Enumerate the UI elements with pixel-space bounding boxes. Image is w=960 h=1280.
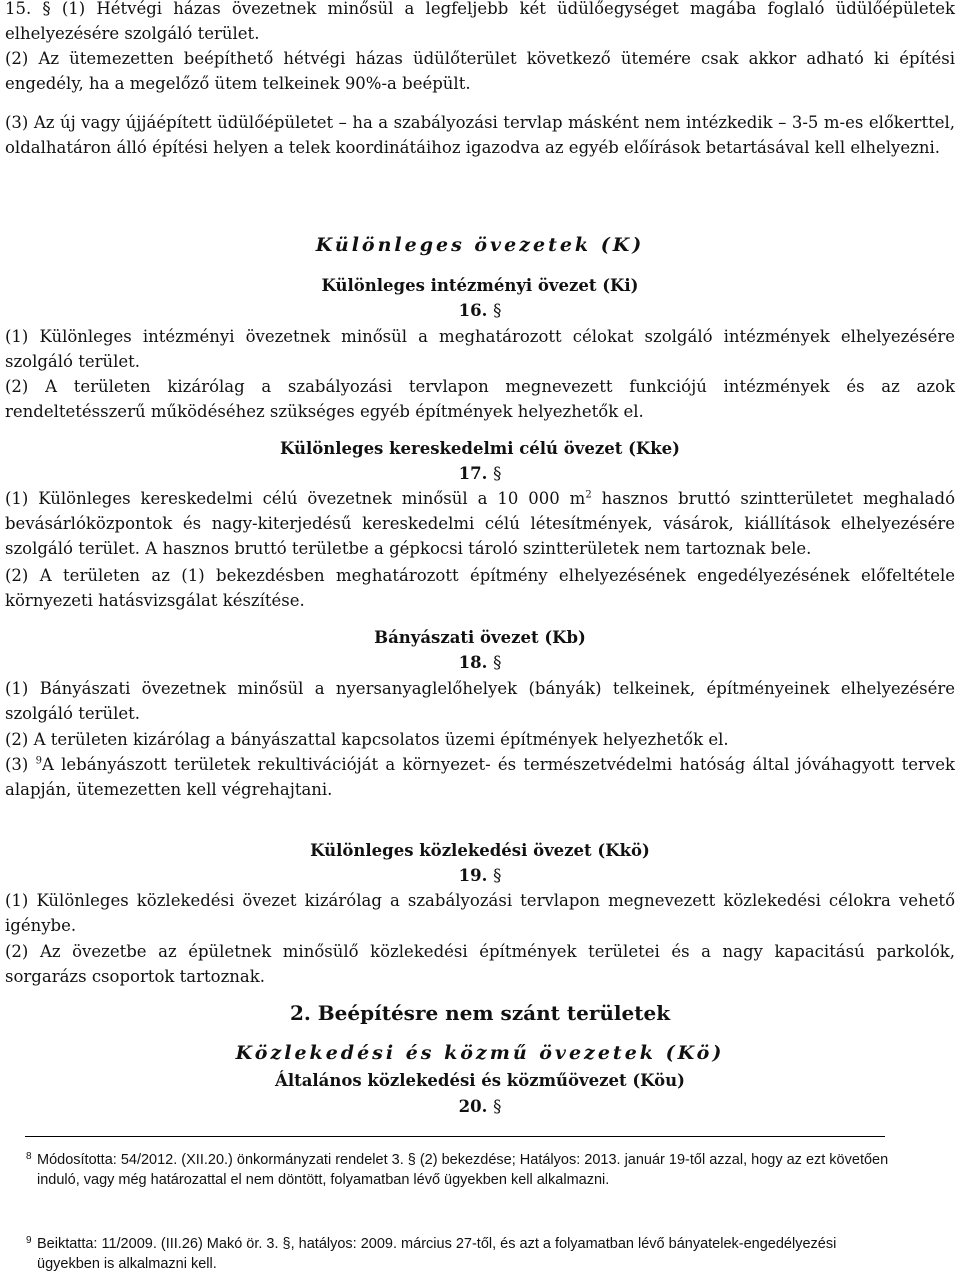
chapter-title-ko: Közlekedési és közmű övezetek (Kö) [235,1042,725,1064]
footnote-9-number: 9 [26,1235,32,1247]
paragraph-17-2: (2) A területen az (1) bekezdésben meghatározott építmény elhelyezésének engedélyezésének előfeltétele környezeti hatásvizsgálat készítése. [5,566,955,610]
paragraph-18-2: (2) A területen kizárólag a bányászattal kapcsolatos üzemi építmények helyezhetők el. [5,730,729,749]
heading-kke: Különleges kereskedelmi célú övezet (Kke) [280,439,680,458]
section-18-number: 18. § [458,653,502,672]
heading-kb: Bányászati övezet (Kb) [374,628,586,647]
section-19-number: 19. § [458,866,502,885]
footnote-8: Módosította: 54/2012. (XII.20.) önkormányzati rendelet 3. § (2) bekezdése; Hatályos: 2013. január 19-től azzal, hogy az ezt követően induló, vagy még határozattal el nem döntött, folyamatban lévő ügyekben kell alkalmazni. [37,1152,889,1188]
part-2-title: 2. Beépítésre nem szánt területek [289,1001,671,1025]
section-sign: § [42,0,51,18]
footnote-9: Beiktatta: 11/2009. (III.26) Makó ör. 3. §, hatályos: 2009. március 27-től, és azt a folyamatban lévő bányatelek-engedélyezési ügyekben is alkalmazni kell. [37,1236,837,1272]
paragraph-18-1: (1) Bányászati övezetnek minősül a nyersanyaglelőhelyek (bányák) telkeinek, építményeinek elhelyezésére szolgáló terület. [5,679,955,723]
section-20-number: 20. § [458,1097,502,1116]
heading-ki: Különleges intézményi övezet (Ki) [321,276,639,295]
section-16-number: 16. § [458,301,502,320]
paragraph-text: (1) Hétvégi házas övezetnek minősül a legfeljebb két üdülőegységet magába foglaló üdülőépületek elhelyezésére szolgáló terület. [5,0,956,43]
heading-kou: Általános közlekedési és közműövezet (Köu) [275,1071,685,1090]
footnote-divider [25,1136,885,1137]
paragraph-18-3: (3) $^9$A lebányászott területek rekultivációját a környezet- és természetvédelmi hatóság által jóváhagyott tervek alapján, ütemezetten kell végrehajtani. [5,755,955,799]
paragraph-19-2: (2) Az övezetbe az épületnek minősülő közlekedési építmények területei és a nagy kapacitású parkolók, sorgarázs csoportok tartoznak. [5,942,955,986]
paragraph-15-3: (3) Az új vagy újjáépített üdülőépületet – ha a szabályozási tervlap másként nem intézkedik – 3-5 m-es előkerttel, oldalhatáron álló építési helyen a telek koordinátáihoz igazodva az egyéb előírások betartásával kell elhelyezni. [5,113,955,157]
section-number: 15. [5,0,32,18]
paragraph-19-1: (1) Különleges közlekedési övezet kizárólag a szabályozási tervlapon megnevezett közlekedési célokra vehető igénybe. [5,891,955,935]
chapter-title-k: Különleges övezetek (K) [315,234,645,256]
section-17-number: 17. § [458,464,502,483]
paragraph-17-1: (1) Különleges kereskedelmi célú övezetnek minősül a 10 000 $m^2$ hasznos bruttó szintterületet meghaladó bevásárlóközpontok és nagy-kiterjedésű kereskedelmi célú létesítmények, vásárok, kiállítások elhelyezésére szolgáló terület. A hasznos bruttó területbe a gépkocsi tároló szintterületek nem tartoznak bele. [5,489,956,558]
footnote-8-number: 8 [26,1151,32,1163]
paragraph-16-2: (2) A területen kizárólag a szabályozási tervlapon megnevezett funkciójú intézmények és az azok rendeltetésszerű működéséhez szükséges egyéb építmények helyezhetők el. [5,377,955,421]
paragraph-15-2: (2) Az ütemezetten beépíthető hétvégi házas üdülőterület következő ütemére csak akkor adható ki építési engedély, ha a megelőző ütem telkeinek 90%-a beépült. [5,49,955,93]
heading-kko: Különleges közlekedési övezet (Kkö) [310,841,650,860]
paragraph-16-1: (1) Különleges intézményi övezetnek minősül a meghatározott célokat szolgáló intézmények elhelyezésére szolgáló terület. [5,327,955,371]
paragraph-15-1 [5,0,955,46]
